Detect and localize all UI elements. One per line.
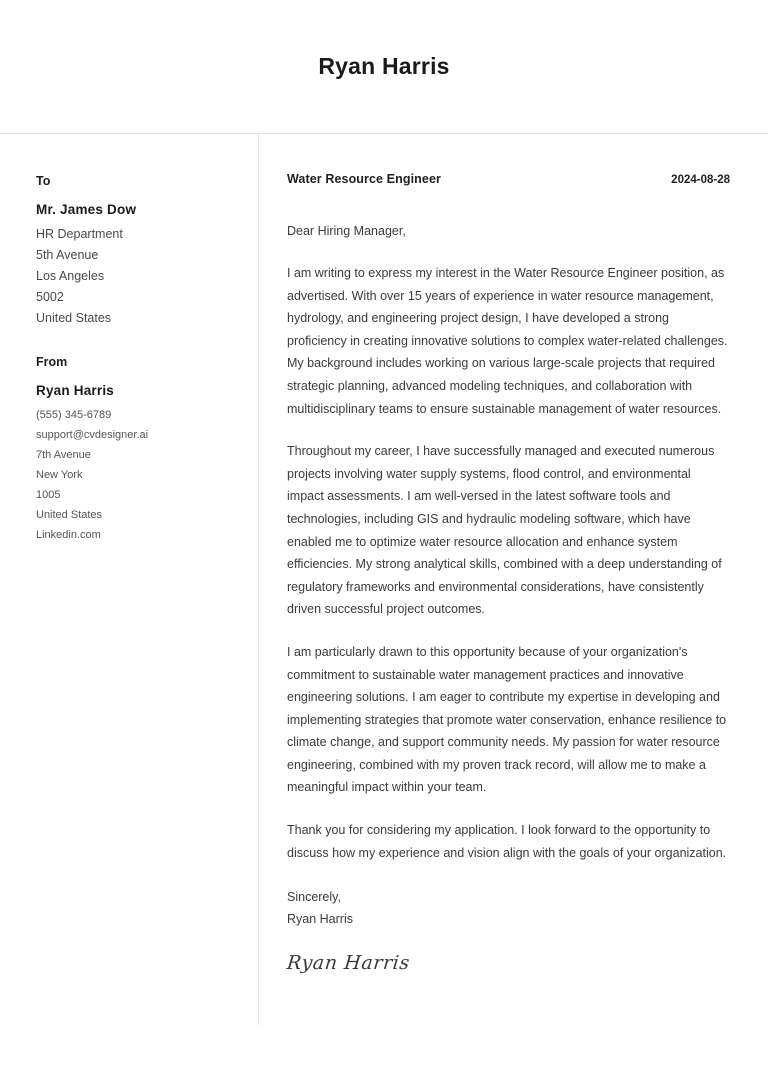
- sender-block: [36, 355, 234, 545]
- sender-line: 1005: [36, 489, 61, 501]
- job-title: Water Resource Engineer: [287, 172, 441, 186]
- recipient-name: Mr. James Dow: [36, 202, 137, 217]
- closing-name: Ryan Harris: [287, 912, 353, 927]
- signature: Ryan Harris: [285, 952, 411, 975]
- sender-line: New York: [36, 469, 83, 481]
- sender-line: 7th Avenue: [36, 449, 91, 461]
- address-sidebar: [0, 134, 258, 571]
- recipient-line: HR Department: [36, 227, 123, 241]
- sender-email: support@cvdesigner.ai: [36, 429, 149, 441]
- closing-word: Sincerely,: [287, 890, 341, 905]
- recipient-line: United States: [36, 311, 112, 325]
- sender-line: United States: [36, 509, 103, 521]
- sender-phone: (555) 345-6789: [36, 409, 112, 421]
- page-title: Ryan Harris: [318, 53, 450, 79]
- letter-paragraph: Throughout my career, I have successfully managed and executed numerous projects involving water supply systems, flood control, and environmental impact assessments. I am well-versed in the latest software tools and technologies, including GIS and hydraulic modeling software, which have enabled me to optimize water resource allocation and enhance system efficiencies. My strong analytical skills, combined with a deep understanding of regulatory frameworks and environmental considerations, have consistently driven successful project outcomes.: [287, 444, 722, 617]
- letter-body: [259, 134, 768, 974]
- recipient-line: 5002: [36, 290, 64, 304]
- to-heading: To: [36, 174, 51, 188]
- letter-date: 2024-08-28: [671, 174, 730, 186]
- sender-website: Linkedin.com: [36, 529, 101, 541]
- letter-paragraph: I am writing to express my interest in the Water Resource Engineer position, as advertised. With over 15 years of experience in water resource management, hydrology, and engineering project design, I have developed a strong proficiency in creating innovative solutions to complex water-related challenges. My background includes working on various large-scale projects that required strategic planning, advanced modeling techniques, and collaboration with multidisciplinary teams to ensure sustainable management of water resources.: [287, 266, 728, 416]
- from-heading: From: [36, 355, 68, 369]
- letter-paragraph: I am particularly drawn to this opportunity because of your organization's commitment to sustainable water management practices and innovative engineering solutions. I am eager to contribute my expertise in developing and implementing strategies that promote water conservation, enhance resilience to climate change, and support community needs. My passion for water resource engineering, combined with my proven track record, will allow me to make a meaningful impact within your team.: [287, 644, 727, 795]
- closing-block: [287, 886, 730, 930]
- recipient-block: [36, 174, 234, 329]
- salutation: Dear Hiring Manager,: [287, 224, 406, 238]
- letter-meta-row: [287, 172, 730, 186]
- letter-paragraph: Thank you for considering my application. I look forward to the opportunity to discuss how my experience and vision align with the goals of your organization.: [287, 823, 727, 860]
- sender-name: Ryan Harris: [36, 383, 114, 398]
- document-body: [0, 134, 768, 1078]
- document-header: [0, 0, 768, 134]
- recipient-line: 5th Avenue: [36, 248, 99, 262]
- recipient-line: Los Angeles: [36, 269, 105, 283]
